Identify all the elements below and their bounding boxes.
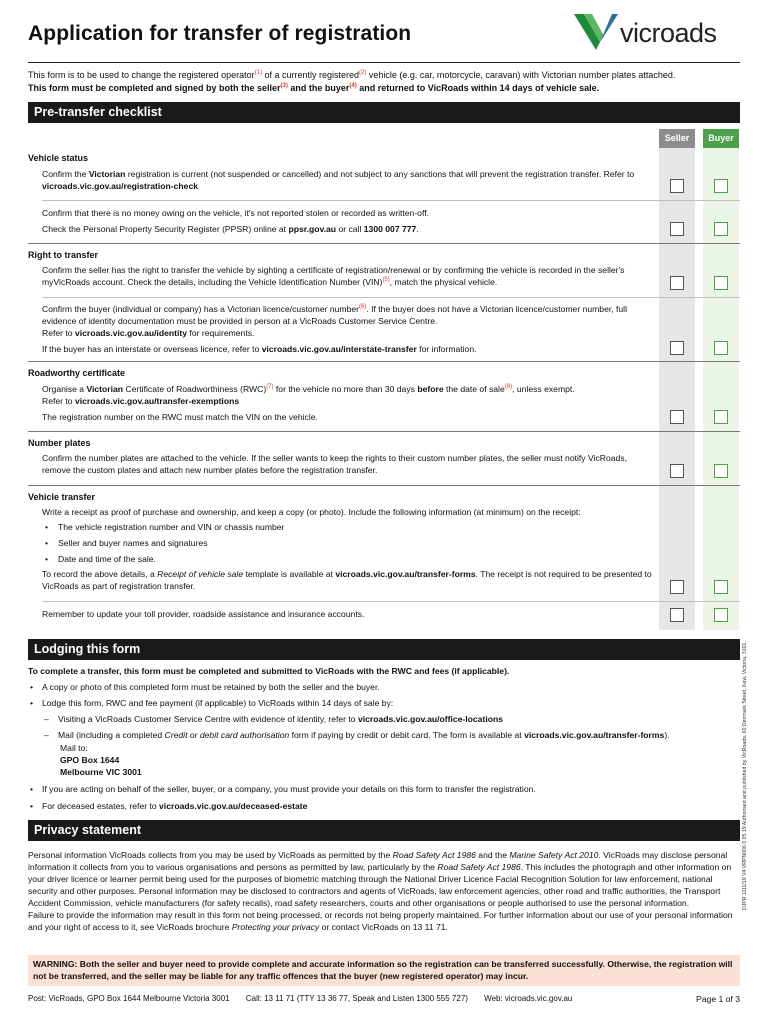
seller-column-header: Seller bbox=[659, 129, 695, 148]
section-vehicle-status: Vehicle status bbox=[28, 153, 89, 163]
seller-checkbox-registration-current[interactable] bbox=[670, 179, 684, 193]
section-divider bbox=[28, 243, 740, 244]
footer-contact: Post: VicRoads, GPO Box 1644 Melbourne Victoria 3001 Call: 13 11 71 (TTY 13 36 77, Speak and Listen 1300 555 727) Web: vicroads.vic.gov.au bbox=[28, 994, 573, 1003]
section-right-to-transfer: Right to transfer bbox=[28, 250, 99, 260]
buyer-checkbox-no-money-owing[interactable] bbox=[714, 222, 728, 236]
buyer-checkbox-number-plates[interactable] bbox=[714, 464, 728, 478]
seller-checkbox-roadworthy[interactable] bbox=[670, 410, 684, 424]
lodging-text: To complete a transfer, this form must be completed and submitted to VicRoads with the RWC and fees (if applicable). • A copy or photo of this completed form must be retained by both the seller and the buyer. • Lodge this form, RWC and fee payment (if applicable) to VicRoads within 14 days of sale by: – Visiting a VicRoads Customer Service Centre with evidence of identity, refer to vicroads.vic.gov.au/office-locations – Mail (including a completed Credit or debit card authorisation form if paying by credit or debit card. The form is available at vicroads.vic.gov.au/transfer-forms). Mail to: GPO Box 1644 Melbourne VIC 3001 • If you are acting on behalf of the seller, buyer, or a company, you must provide your details on this form to transfer the registration. • For deceased estates, refer to vicroads.vic.gov.au/deceased-estate bbox=[28, 665, 740, 812]
section-divider bbox=[28, 361, 740, 362]
warning-box: WARNING: Both the seller and buyer need to provide complete and accurate information so the registration can be transferred successfully. Otherwise, the registration will not be transferred, and the seller may be liable for any traffic offences that the buyer (new registered operator) may incur. bbox=[28, 955, 740, 986]
number-plates-item: Confirm the number plates are attached to the vehicle. If the seller wants to keep the rights to their custom number plates, the seller must notify VicRoads, remove the custom plates and attach new number plates before the registration transfer. bbox=[42, 453, 627, 475]
vicroads-logo bbox=[574, 12, 742, 52]
buyer-checkbox-receipt[interactable] bbox=[714, 580, 728, 594]
privacy-text: Personal information VicRoads collects from you may be used by VicRoads as permitted by the Road Safety Act 1986 and the Marine Safety Act 2010. VicRoads may disclose personal information it collects from you to various organisations and persons as permitted by law, particularly by the Road Safety Act 1986. This includes the photograph and other information on your driver licence or learner permit being used for the purposes of biometric matching through the National Driver Licence Facial Recognition Solution for law enforcement, national security and other purposes. Personal information may be disclosed to contractors and agents of VicRoads, law enforcement agencies, other road and traffic authorities, the Transport Accident Commission, vehicle manufacturers (for safety recalls), road safety researchers, courts and other organisations or people authorised to use the personal information. Failure to provide the information may result in this form not being processed, or records not being properly maintained. For further information about our use of your personal information and your right of access to it, see VicRoads brochure Protecting your privacy or contact VicRoads on 13 11 71. bbox=[28, 850, 733, 932]
right-to-transfer-item-2: Confirm the buyer (individual or company) has a Victorian licence/customer number$^{(6)}$. If the buyer does not have a Victorian licence/customer number, full evidence of identity documentation must be provided in person at a VicRoads Customer Service Centre. Refer to vicroads.vic.gov.au/identity for requirements. If the buyer has an interstate or overseas licence, refer to vicroads.vic.gov.au/interstate-transfer for information. bbox=[42, 304, 628, 354]
seller-checkbox-receipt[interactable] bbox=[670, 580, 684, 594]
buyer-checkbox-right-to-transfer[interactable] bbox=[714, 276, 728, 290]
section-divider bbox=[28, 485, 740, 486]
vehicle-status-item-1: Confirm the Victorian registration is current (not suspended or cancelled) and not subject to any sanctions that will prevent the registration transfer. Refer to vicroads.vic.gov.au/registration-check bbox=[42, 169, 635, 191]
reminder-item: Remember to update your toll provider, roadside assistance and insurance accounts. bbox=[42, 609, 365, 619]
checklist-heading: Pre-transfer checklist bbox=[28, 102, 740, 123]
vicroads-logo-icon bbox=[574, 12, 618, 52]
lodging-heading: Lodging this form bbox=[28, 639, 740, 660]
buyer-checkbox-roadworthy[interactable] bbox=[714, 410, 728, 424]
side-publication-note: DJPR 1111/19 V4 VRPN006 0 05 19 Authorised and published by VicRoads, 60 Denmark Street, Kew, Victoria, 3101. bbox=[742, 641, 748, 910]
buyer-checkbox-buyer-licence[interactable] bbox=[714, 341, 728, 355]
privacy-heading: Privacy statement bbox=[28, 820, 740, 841]
section-number-plates: Number plates bbox=[28, 438, 91, 448]
receipt-bullet: • Seller and buyer names and signatures bbox=[42, 537, 652, 549]
section-divider bbox=[28, 431, 740, 432]
seller-checkbox-buyer-licence[interactable] bbox=[670, 341, 684, 355]
vehicle-transfer-item: Write a receipt as proof of purchase and ownership, and keep a copy (or photo). Include the following information (at minimum) on the receipt: • The vehicle registration number and VIN or chassis number • Seller and buyer names and signatures • Date and time of the sale. To record the above details, a Receipt of vehicle sale template is available at vicroads.vic.gov.au/transfer-forms. The receipt is not required to be presented to VicRoads as part of registration transfer. bbox=[42, 506, 652, 592]
right-to-transfer-item-1: Confirm the seller has the right to transfer the vehicle by sighting a certificate of registration/renewal or by confirming the vehicle is recorded in the seller's myVicRoads account. Check the details, including the Vehicle Identification Number (VIN)$^{(5)}$, match the physical vehicle. bbox=[42, 265, 625, 287]
seller-checkbox-reminder[interactable] bbox=[670, 608, 684, 622]
receipt-bullet: • The vehicle registration number and VIN or chassis number bbox=[42, 521, 652, 533]
seller-column bbox=[659, 148, 695, 630]
seller-checkbox-number-plates[interactable] bbox=[670, 464, 684, 478]
logo-wordmark: vicroads bbox=[620, 18, 717, 48]
page-number: Page 1 of 3 bbox=[696, 994, 740, 1004]
vehicle-status-item-2: Confirm that there is no money owing on the vehicle, it's not reported stolen or recorded as written-off. Check the Personal Property Security Register (PPSR) online at ppsr.gov.au or call 1300 007 777. bbox=[42, 208, 429, 234]
buyer-checkbox-registration-current[interactable] bbox=[714, 179, 728, 193]
row-divider bbox=[42, 200, 740, 201]
section-vehicle-transfer: Vehicle transfer bbox=[28, 492, 96, 502]
buyer-column-header: Buyer bbox=[703, 129, 739, 148]
seller-checkbox-right-to-transfer[interactable] bbox=[670, 276, 684, 290]
buyer-column bbox=[703, 148, 739, 630]
form-page bbox=[28, 0, 740, 1024]
section-roadworthy: Roadworthy certificate bbox=[28, 368, 126, 378]
header-rule bbox=[28, 62, 740, 63]
seller-checkbox-no-money-owing[interactable] bbox=[670, 222, 684, 236]
buyer-checkbox-reminder[interactable] bbox=[714, 608, 728, 622]
page-title: Application for transfer of registration bbox=[28, 22, 412, 45]
receipt-bullet: • Date and time of the sale. bbox=[42, 553, 652, 565]
intro-text: This form is to be used to change the registered operator$^{(1)}$ of a currently registered$^{(2)}$ vehicle (e.g. car, motorcycle, caravan) with Victorian number plates attached. This form must be completed and signed by both the seller$^{(3)}$ and the buyer$^{(4)}$ and returned to VicRoads within 14 days of vehicle sale. bbox=[28, 70, 676, 93]
row-divider bbox=[42, 601, 740, 602]
roadworthy-item: Organise a Victorian Certificate of Roadworthiness (RWC)$^{(7)}$ for the vehicle no more than 30 days before the date of sale$^{(8)}$, unless exempt. Refer to vicroads.vic.gov.au/transfer-exemptions The registration number on the RWC must match the VIN on the vehicle. bbox=[42, 384, 575, 422]
row-divider bbox=[42, 297, 740, 298]
